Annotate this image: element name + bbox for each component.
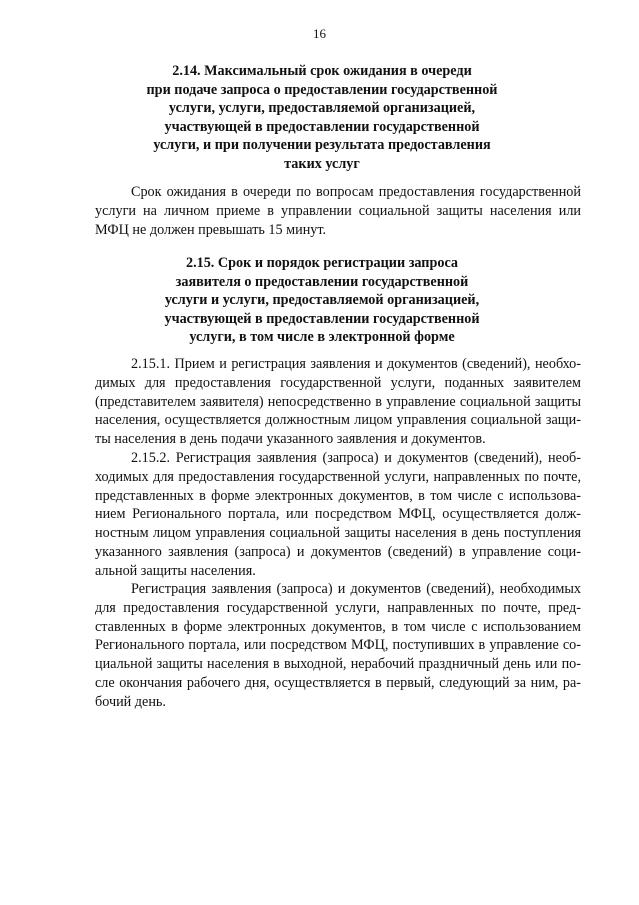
paragraph-line: для предоставления государственной услуги, направленных по почте, пред- [95,599,581,616]
section-2-14-heading [92,62,552,174]
paragraph-line: МФЦ не должен превышать 15 минут. [95,221,327,238]
heading-line: при подаче запроса о предоставлении государственной [146,81,498,98]
paragraph-line: Срок ожидания в очереди по вопросам предоставления государственной [131,184,581,200]
paragraph-line: димых для предоставления государственной услуги, поданных заявителем [95,374,581,391]
page-number: 16 [313,26,326,41]
heading-line: участвующей в предоставлении государственной [164,310,480,327]
paragraph-2-15-2-continued [95,580,581,712]
section-2-14-paragraph [95,183,581,239]
paragraph-line: ставленных в форме электронных документов, в том числе с использованием [95,618,581,635]
paragraph-line: населения, осуществляется должностным лицом управления социальной защи- [95,412,581,429]
paragraph-line: ностным лицом управления социальной защиты населения в день поступления [95,525,581,542]
paragraph-line: альной защиты населения. [95,562,256,579]
section-2-15-heading [92,254,552,347]
paragraph-line: услуги на личном приеме в управлении социальной защиты населения или [95,202,581,219]
paragraph-2-15-2 [95,449,581,581]
heading-line: таких услуг [284,155,360,172]
heading-line: услуги и услуги, предоставляемой организацией, [164,292,480,309]
paragraph-line: (представителем заявителя) непосредственно в управление социальной защиты [95,393,581,410]
paragraph-line: представленных в форме электронных документов, в том числе с использова- [95,487,581,504]
paragraph-line: 2.15.1. Прием и регистрация заявления и документов (сведений), необхо- [131,356,581,372]
heading-line: 2.15. Срок и порядок регистрации запроса [185,255,459,271]
paragraph-line: бочий день. [95,693,166,710]
paragraph-2-15-1 [95,355,581,449]
paragraph-line: циальной защиты населения в выходной, нерабочий праздничный день или по- [95,656,581,673]
heading-line: участвующей в предоставлении государственной [164,118,480,135]
paragraph-line: нием Регионального портала, или посредством МФЦ, осуществляется долж- [95,506,581,523]
paragraph-line: Регионального портала, или посредством МФЦ, поступивших в управление со- [95,637,581,654]
paragraph-line: ты населения в день подачи указанного заявления и документов. [95,431,486,448]
heading-line: услуги, и при получении результата предоставления [153,137,491,154]
paragraph-line: ходимых для предоставления государственной услуги, направленных по почте, [95,468,581,485]
heading-line: заявителя о предоставлении государственной [175,273,469,290]
paragraph-line: 2.15.2. Регистрация заявления (запроса) и документов (сведений), необ- [131,450,581,466]
paragraph-line: Регистрация заявления (запроса) и документов (сведений), необходимых [131,581,581,597]
heading-line: услуги, услуги, предоставляемой организацией, [168,100,476,117]
paragraph-line: указанного заявления (запроса) и документов (сведений) в управление соци- [95,543,581,560]
heading-line: 2.14. Максимальный срок ожидания в очереди [172,63,472,79]
heading-line: услуги, в том числе в электронной форме [189,329,455,346]
paragraph-line: сле окончания рабочего дня, осуществляется в первый, следующий за ним, ра- [95,674,581,691]
